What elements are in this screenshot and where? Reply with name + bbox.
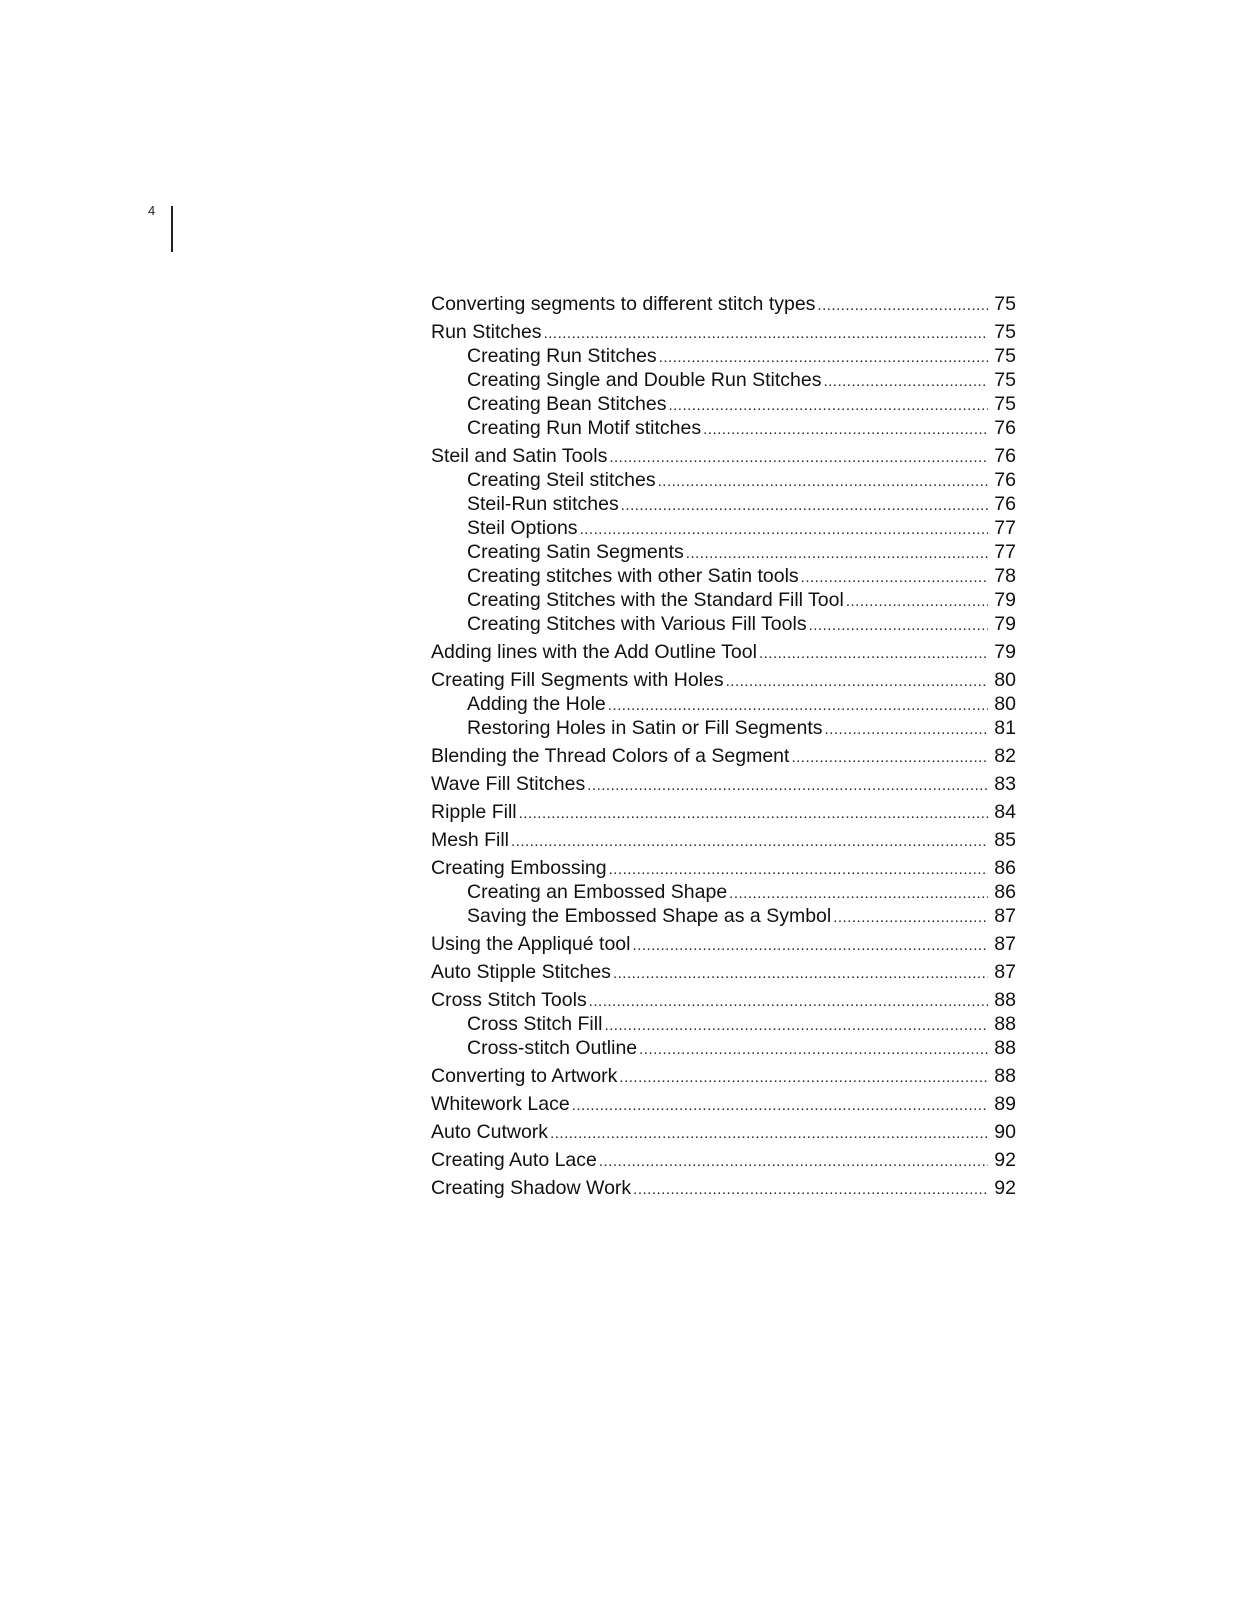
toc-entry-page-number: 79 [994, 613, 1016, 635]
dot-leader [801, 566, 988, 590]
toc-entry-title: Adding lines with the Add Outline Tool [431, 641, 757, 663]
dot-leader [703, 418, 988, 442]
toc-entry[interactable] [431, 416, 1016, 440]
toc-entry-page-number: 84 [994, 801, 1016, 823]
dot-leader [544, 322, 988, 346]
toc-entry[interactable] [431, 988, 1016, 1012]
toc-entry-title: Converting segments to different stitch types [431, 293, 816, 315]
dot-leader [613, 962, 988, 986]
toc-entry-page-number: 79 [994, 589, 1016, 611]
dot-leader [817, 294, 988, 318]
toc-entry[interactable] [431, 564, 1016, 588]
toc-entry-page-number: 92 [994, 1177, 1016, 1199]
toc-entry[interactable] [431, 800, 1016, 824]
toc-entry[interactable] [431, 344, 1016, 368]
toc-entry[interactable] [431, 1064, 1016, 1088]
toc-entry[interactable] [431, 492, 1016, 516]
dot-leader [668, 394, 988, 418]
toc-entry-page-number: 88 [994, 989, 1016, 1011]
toc-entry-page-number: 86 [994, 881, 1016, 903]
toc-entry-title: Creating Fill Segments with Holes [431, 669, 724, 691]
dot-leader [809, 614, 988, 638]
toc-entry-page-number: 76 [994, 417, 1016, 439]
toc-entry[interactable] [431, 1036, 1016, 1060]
dot-leader [833, 906, 988, 930]
dot-leader [729, 882, 988, 906]
toc-entry[interactable] [431, 960, 1016, 984]
dot-leader [572, 1094, 988, 1118]
dot-leader [686, 542, 988, 566]
toc-entry-page-number: 88 [994, 1065, 1016, 1087]
toc-entry-title: Steil and Satin Tools [431, 445, 608, 467]
toc-entry-page-number: 92 [994, 1149, 1016, 1171]
dot-leader [619, 1066, 988, 1090]
toc-entry[interactable] [431, 828, 1016, 852]
toc-entry-title: Creating Stitches with Various Fill Tools [467, 613, 807, 635]
toc-entry-title: Creating Run Motif stitches [467, 417, 702, 439]
toc-entry-title: Cross-stitch Outline [467, 1037, 638, 1059]
toc-entry-page-number: 76 [994, 445, 1016, 467]
toc-entry[interactable] [431, 444, 1016, 468]
toc-entry[interactable] [431, 320, 1016, 344]
toc-entry-page-number: 88 [994, 1013, 1016, 1035]
toc-entry-page-number: 75 [994, 393, 1016, 415]
dot-leader [759, 642, 988, 666]
toc-entry-page-number: 82 [994, 745, 1016, 767]
toc-entry-title: Creating Satin Segments [467, 541, 684, 563]
toc-entry-title: Creating Bean Stitches [467, 393, 667, 415]
toc-entry[interactable] [431, 716, 1016, 740]
dot-leader [519, 802, 988, 826]
toc-entry-title: Whitework Lace [431, 1093, 570, 1115]
toc-entry-title: Creating stitches with other Satin tools [467, 565, 799, 587]
toc-entry-page-number: 90 [994, 1121, 1016, 1143]
toc-entry-title: Creating Stitches with the Standard Fill Tool [467, 589, 844, 611]
dot-leader [639, 1038, 988, 1062]
dot-leader [825, 718, 989, 742]
toc-entry-page-number: 75 [994, 345, 1016, 367]
toc-entry-title: Using the Appliqué tool [431, 933, 631, 955]
toc-entry-title: Steil Options [467, 517, 578, 539]
toc-entry-page-number: 89 [994, 1093, 1016, 1115]
dot-leader [511, 830, 988, 854]
dot-leader [599, 1150, 988, 1174]
toc-entry-title: Creating Embossing [431, 857, 607, 879]
toc-entry[interactable] [431, 588, 1016, 612]
toc-entry-page-number: 80 [994, 693, 1016, 715]
toc-entry-title: Ripple Fill [431, 801, 517, 823]
toc-entry-title: Creating Steil stitches [467, 469, 656, 491]
toc-entry-page-number: 81 [994, 717, 1016, 739]
toc-entry-page-number: 76 [994, 469, 1016, 491]
dot-leader [587, 774, 988, 798]
dot-leader [726, 670, 988, 694]
toc-entry-page-number: 79 [994, 641, 1016, 663]
margin-rule [171, 206, 173, 252]
page-number: 4 [148, 203, 156, 218]
toc-entry[interactable] [431, 468, 1016, 492]
dot-leader [823, 370, 988, 394]
toc-entry[interactable] [431, 540, 1016, 564]
toc-entry[interactable] [431, 772, 1016, 796]
toc-entry-page-number: 86 [994, 857, 1016, 879]
toc-entry-page-number: 75 [994, 369, 1016, 391]
dot-leader [791, 746, 988, 770]
toc-entry-title: Steil-Run stitches [467, 493, 619, 515]
toc-entry[interactable] [431, 880, 1016, 904]
toc-entry-title: Mesh Fill [431, 829, 510, 851]
dot-leader [659, 346, 988, 370]
dot-leader [658, 470, 988, 494]
toc-entry[interactable] [431, 1176, 1016, 1200]
toc-entry-title: Wave Fill Stitches [431, 773, 586, 795]
dot-leader [633, 1178, 988, 1202]
dot-leader [621, 494, 988, 518]
toc-entry[interactable] [431, 856, 1016, 880]
toc-entry-page-number: 80 [994, 669, 1016, 691]
toc-entry-page-number: 75 [994, 321, 1016, 343]
toc-entry-title: Adding the Hole [467, 693, 606, 715]
toc-entry-title: Saving the Embossed Shape as a Symbol [467, 905, 832, 927]
toc-entry[interactable] [431, 1148, 1016, 1172]
toc-entry[interactable] [431, 904, 1016, 928]
toc-entry-page-number: 87 [994, 905, 1016, 927]
toc-entry-page-number: 76 [994, 493, 1016, 515]
toc-entry[interactable] [431, 640, 1016, 664]
toc-entry-title: Creating an Embossed Shape [467, 881, 728, 903]
dot-leader [580, 518, 988, 542]
toc-entry-title: Cross Stitch Fill [467, 1013, 603, 1035]
toc-entry-title: Creating Auto Lace [431, 1149, 597, 1171]
toc-entry-page-number: 77 [994, 541, 1016, 563]
toc-entry[interactable] [431, 292, 1016, 316]
toc-entry[interactable] [431, 392, 1016, 416]
toc-entry-title: Run Stitches [431, 321, 542, 343]
toc-entry-page-number: 83 [994, 773, 1016, 795]
dot-leader [550, 1122, 988, 1146]
toc-entry-title: Creating Run Stitches [467, 345, 657, 367]
dot-leader [609, 446, 988, 470]
toc-entry-page-number: 77 [994, 517, 1016, 539]
toc-entry-page-number: 85 [994, 829, 1016, 851]
toc-entry-title: Creating Single and Double Run Stitches [467, 369, 822, 391]
toc-entry-title: Cross Stitch Tools [431, 989, 587, 1011]
toc-entry-page-number: 87 [994, 961, 1016, 983]
toc-entry-title: Blending the Thread Colors of a Segment [431, 745, 790, 767]
toc-entry[interactable] [431, 1120, 1016, 1144]
toc-entry[interactable] [431, 1092, 1016, 1116]
dot-leader [604, 1014, 988, 1038]
toc-entry-title: Converting to Artwork [431, 1065, 618, 1087]
dot-leader [609, 858, 988, 882]
dot-leader [608, 694, 988, 718]
dot-leader [846, 590, 988, 614]
toc-entry-title: Restoring Holes in Satin or Fill Segments [467, 717, 823, 739]
dot-leader [589, 990, 988, 1014]
toc-entry[interactable] [431, 744, 1016, 768]
toc-entry-title: Auto Stipple Stitches [431, 961, 611, 983]
toc-entry[interactable] [431, 368, 1016, 392]
toc-entry[interactable] [431, 1012, 1016, 1036]
table-of-contents [431, 292, 1016, 1200]
toc-entry-page-number: 88 [994, 1037, 1016, 1059]
dot-leader [632, 934, 988, 958]
toc-entry[interactable] [431, 612, 1016, 636]
toc-entry[interactable] [431, 692, 1016, 716]
toc-entry[interactable] [431, 516, 1016, 540]
toc-entry-title: Creating Shadow Work [431, 1177, 632, 1199]
toc-entry-page-number: 87 [994, 933, 1016, 955]
toc-entry[interactable] [431, 932, 1016, 956]
toc-entry-page-number: 78 [994, 565, 1016, 587]
toc-entry-title: Auto Cutwork [431, 1121, 549, 1143]
toc-entry[interactable] [431, 668, 1016, 692]
toc-entry-page-number: 75 [994, 293, 1016, 315]
